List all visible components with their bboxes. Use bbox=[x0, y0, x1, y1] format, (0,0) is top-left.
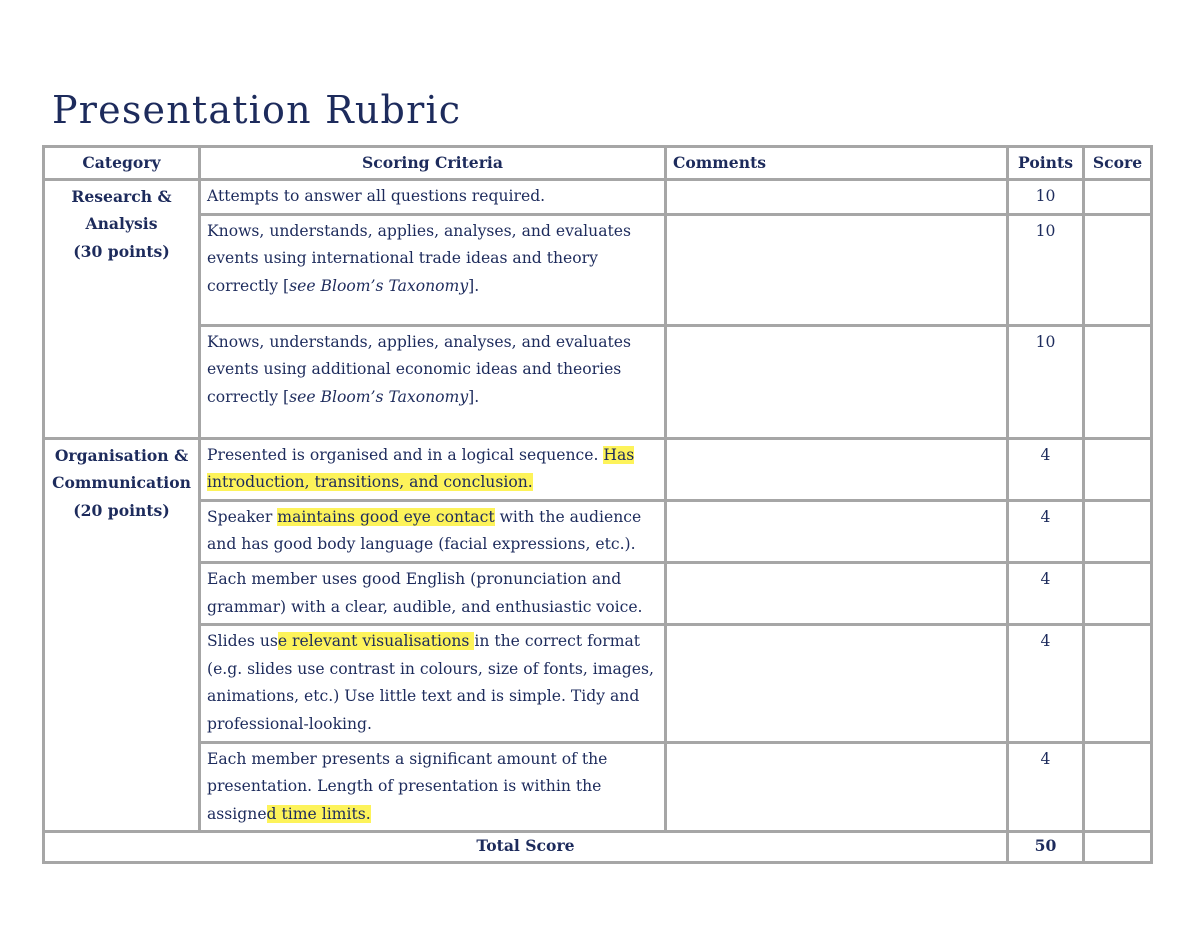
total-score-cell[interactable] bbox=[1084, 832, 1152, 863]
total-row bbox=[44, 832, 1152, 863]
category-name: Communication bbox=[52, 473, 191, 493]
criteria-cell bbox=[200, 742, 666, 832]
category-name: Research & bbox=[71, 186, 172, 206]
criteria-text: Knows, understands, applies, analyses, and evaluates events using additional economic ideas and theories correctly [ bbox=[207, 332, 632, 406]
header-points: Points bbox=[1008, 147, 1084, 180]
highlighted-text: d time limits. bbox=[266, 804, 371, 823]
comments-cell[interactable] bbox=[666, 500, 1008, 562]
comments-cell[interactable] bbox=[666, 325, 1008, 438]
table-row bbox=[44, 625, 1152, 742]
score-cell[interactable] bbox=[1084, 214, 1152, 325]
category-points: (20 points) bbox=[73, 500, 170, 520]
points-cell: 10 bbox=[1008, 179, 1084, 214]
total-points: 50 bbox=[1008, 832, 1084, 863]
comments-cell[interactable] bbox=[666, 438, 1008, 500]
category-points: (30 points) bbox=[73, 241, 170, 261]
highlighted-text: Has introduction, transitions, and conclusion. bbox=[207, 445, 635, 492]
criteria-cell bbox=[200, 500, 666, 562]
criteria-cell bbox=[200, 438, 666, 500]
criteria-text: in the correct format (e.g. slides use contrast in colours, size of fonts, images, animations, etc.) Use little text and is simple. Tidy and professional-looking. bbox=[207, 632, 654, 733]
page-title: Presentation Rubric bbox=[52, 88, 462, 132]
criteria-text: Each member uses good English (pronunciation and grammar) with a clear, audible, and enthusiastic voice. bbox=[207, 569, 643, 616]
header-row bbox=[44, 147, 1152, 180]
criteria-text: ]. bbox=[468, 276, 480, 295]
table-row bbox=[44, 742, 1152, 832]
italic-text: see Bloom’s Taxonomy bbox=[289, 276, 469, 295]
criteria-text: Attempts to answer all questions required. bbox=[207, 186, 546, 205]
header-category: Category bbox=[44, 147, 200, 180]
criteria-text: Presented is organised and in a logical sequence. bbox=[207, 445, 604, 464]
points-cell: 4 bbox=[1008, 438, 1084, 500]
comments-cell[interactable] bbox=[666, 179, 1008, 214]
category-research-analysis bbox=[44, 179, 200, 438]
category-name: Analysis bbox=[85, 214, 158, 234]
table-row bbox=[44, 562, 1152, 624]
score-cell[interactable] bbox=[1084, 179, 1152, 214]
points-cell: 4 bbox=[1008, 625, 1084, 742]
criteria-text: with the audience and has good body language (facial expressions, etc.). bbox=[207, 507, 642, 554]
comments-cell[interactable] bbox=[666, 625, 1008, 742]
criteria-text: Knows, understands, applies, analyses, and evaluates events using international trade ideas and theory correctly [ bbox=[207, 221, 632, 295]
criteria-text: ]. bbox=[468, 387, 480, 406]
criteria-text: Slides us bbox=[207, 632, 278, 651]
criteria-cell bbox=[200, 214, 666, 325]
criteria-cell bbox=[200, 562, 666, 624]
points-cell: 4 bbox=[1008, 562, 1084, 624]
header-scoring-criteria: Scoring Criteria bbox=[200, 147, 666, 180]
criteria-cell bbox=[200, 325, 666, 438]
score-cell[interactable] bbox=[1084, 562, 1152, 624]
highlighted-text: e relevant visualisations bbox=[277, 632, 475, 651]
rubric-table bbox=[42, 145, 1153, 864]
category-name: Organisation & bbox=[54, 445, 189, 465]
points-cell: 4 bbox=[1008, 500, 1084, 562]
criteria-text: Speaker bbox=[207, 507, 278, 526]
header-comments: Comments bbox=[666, 147, 1008, 180]
category-organisation-communication bbox=[44, 438, 200, 832]
criteria-cell bbox=[200, 625, 666, 742]
total-score-label: Total Score bbox=[44, 832, 1008, 863]
points-cell: 10 bbox=[1008, 214, 1084, 325]
table-row bbox=[44, 438, 1152, 500]
criteria-cell bbox=[200, 179, 666, 214]
table-row bbox=[44, 214, 1152, 325]
table-row bbox=[44, 179, 1152, 214]
header-score: Score bbox=[1084, 147, 1152, 180]
score-cell[interactable] bbox=[1084, 625, 1152, 742]
table-row bbox=[44, 325, 1152, 438]
italic-text: see Bloom’s Taxonomy bbox=[289, 387, 469, 406]
table-row bbox=[44, 500, 1152, 562]
score-cell[interactable] bbox=[1084, 438, 1152, 500]
score-cell[interactable] bbox=[1084, 500, 1152, 562]
score-cell[interactable] bbox=[1084, 325, 1152, 438]
points-cell: 10 bbox=[1008, 325, 1084, 438]
comments-cell[interactable] bbox=[666, 742, 1008, 832]
highlighted-text: maintains good eye contact bbox=[277, 507, 495, 526]
comments-cell[interactable] bbox=[666, 214, 1008, 325]
criteria-text: Each member presents a significant amount of the presentation. Length of presentation is within the assigne bbox=[207, 749, 608, 823]
score-cell[interactable] bbox=[1084, 742, 1152, 832]
points-cell: 4 bbox=[1008, 742, 1084, 832]
comments-cell[interactable] bbox=[666, 562, 1008, 624]
